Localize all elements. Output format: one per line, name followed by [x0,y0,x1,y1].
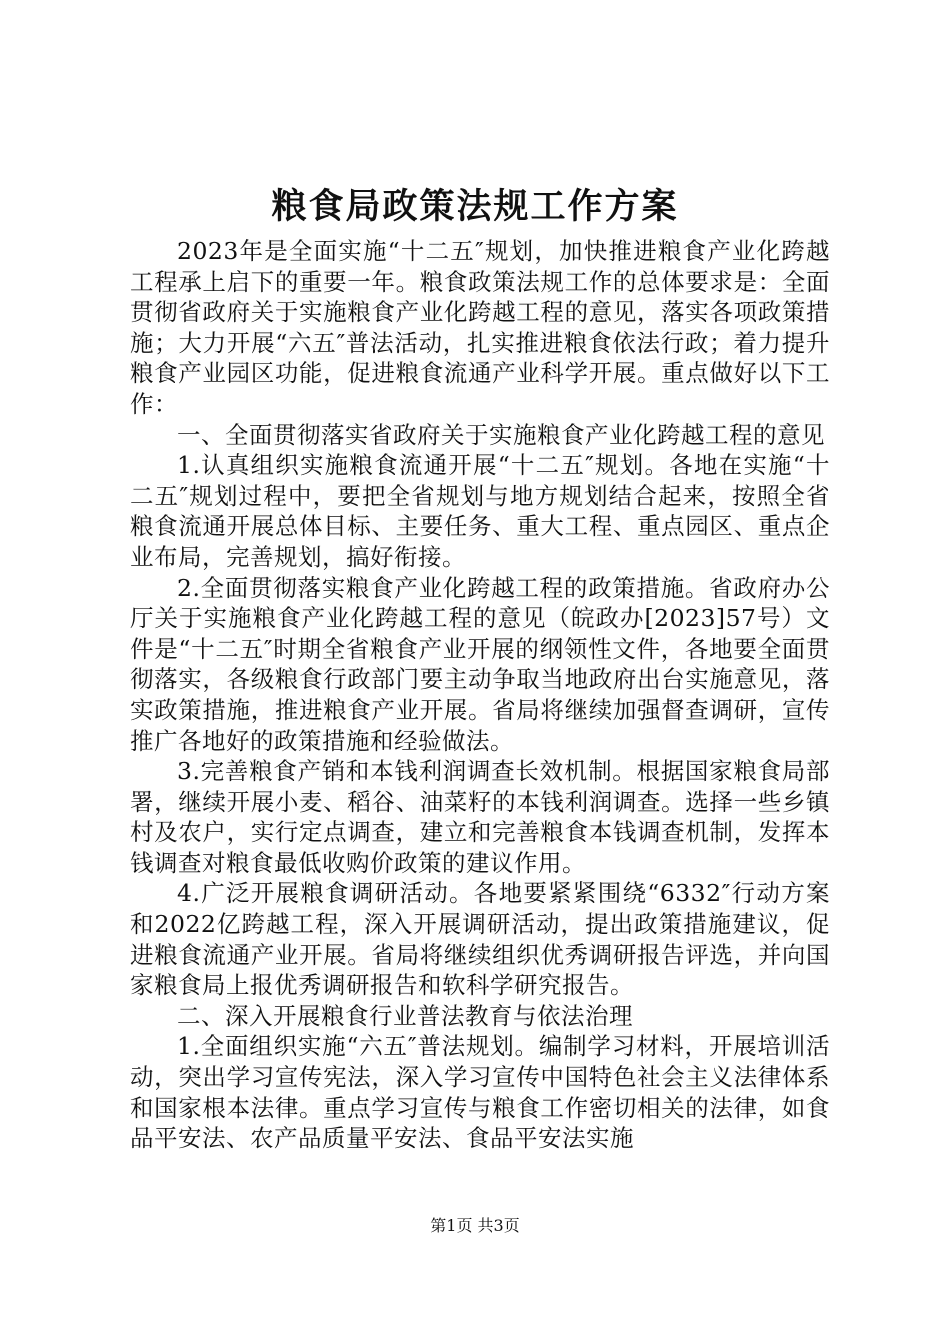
document-body [130,236,830,1154]
paragraph-1-2: 2.全面贯彻落实粮食产业化跨越工程的政策措施。省政府办公厅关于实施粮食产业化跨越工程的意见（皖政办[2023]57号）文件是“十二五″时期全省粮食产业开展的纲领性文件，各地要全面贯彻落实，各级粮食行政部门要主动争取当地政府出台实施意见，落实政策措施，推进粮食产业开展。省局将继续加强督查调研，宣传推广各地好的政策措施和经验做法。 [130,573,830,755]
section-heading-2: 二、深入开展粮食行业普法教育与依法治理 [177,1001,633,1030]
paragraph-2-1: 1.全面组织实施“六五″普法规划。编制学习材料，开展培训活动，突出学习宣传宪法，深入学习宣传中国特色社会主义法律体系和国家根本法律。重点学习宣传与粮食工作密切相关的法律，如食品平安法、农产品质量平安法、食品平安法实施 [130,1032,830,1153]
section-heading-1: 一、全面贯彻落实省政府关于实施粮食产业化跨越工程的意见 [177,420,825,449]
paragraph-1-3: 3.完善粮食产销和本钱利润调查长效机制。根据国家粮食局部署，继续开展小麦、稻谷、油菜籽的本钱利润调查。选择一些乡镇村及农户，实行定点调查，建立和完善粮食本钱调查机制，发挥本钱调查对粮食最低收购价政策的建议作用。 [130,757,830,877]
document-title: 粮食局政策法规工作方案 [271,186,679,227]
paragraph-1-1: 1.认真组织实施粮食流通开展“十二五″规划。各地在实施“十二五″规划过程中，要把全省规划与地方规划结合起来，按照全省粮食流通开展总体目标、主要任务、重大工程、重点园区、重点企业布局，完善规划，搞好衔接。 [130,451,830,571]
page-footer: 第1页 共3页 [430,1216,520,1235]
paragraph-1-4: 4.广泛开展粮食调研活动。各地要紧紧围绕“6332″行动方案和2022亿跨越工程，深入开展调研活动，提出政策措施建议，促进粮食流通产业开展。省局将继续组织优秀调研报告评选，并向国家粮食局上报优秀调研报告和软科学研究报告。 [130,879,830,1000]
paragraph-intro: 2023年是全面实施“十二五″规划，加快推进粮食产业化跨越工程承上启下的重要一年。粮食政策法规工作的总体要求是：全面贯彻省政府关于实施粮食产业化跨越工程的意见，落实各项政策措施；大力开展“六五″普法活动，扎实推进粮食依法行政；着力提升粮食产业园区功能，促进粮食流通产业科学开展。重点做好以下工作： [130,237,830,418]
